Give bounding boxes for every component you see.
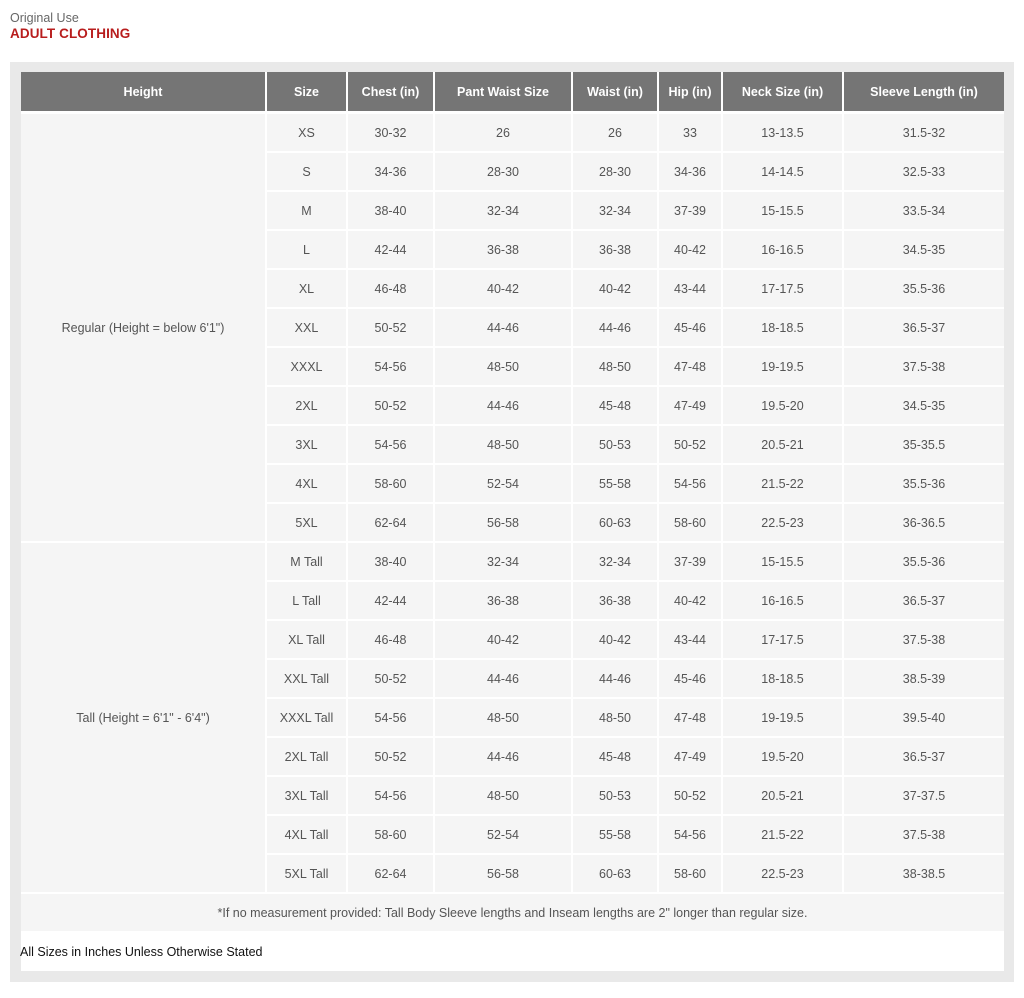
units-note: All Sizes in Inches Unless Otherwise Stated <box>20 945 263 959</box>
cell-size: XXL Tall <box>266 659 347 698</box>
cell-neck-size: 18-18.5 <box>722 659 843 698</box>
column-header-neck-size: Neck Size (in) <box>722 72 843 113</box>
cell-chest: 54-56 <box>347 776 434 815</box>
cell-pant-waist-size: 44-46 <box>434 737 572 776</box>
footer-row <box>21 932 1004 971</box>
height-group-label: Tall (Height = 6'1" - 6'4") <box>21 542 266 893</box>
cell-pant-waist-size: 48-50 <box>434 347 572 386</box>
cell-neck-size: 16-16.5 <box>722 230 843 269</box>
cell-size: 2XL <box>266 386 347 425</box>
cell-chest: 50-52 <box>347 308 434 347</box>
cell-sleeve-length: 33.5-34 <box>843 191 1004 230</box>
cell-chest: 62-64 <box>347 854 434 893</box>
cell-waist: 60-63 <box>572 854 658 893</box>
cell-hip: 47-48 <box>658 347 722 386</box>
table-header-row <box>21 72 1004 113</box>
cell-sleeve-length: 32.5-33 <box>843 152 1004 191</box>
column-header-size: Size <box>266 72 347 113</box>
cell-neck-size: 16-16.5 <box>722 581 843 620</box>
cell-waist: 40-42 <box>572 269 658 308</box>
cell-pant-waist-size: 52-54 <box>434 464 572 503</box>
cell-waist: 44-46 <box>572 659 658 698</box>
column-header-waist: Waist (in) <box>572 72 658 113</box>
cell-sleeve-length: 37.5-38 <box>843 620 1004 659</box>
note-row <box>21 893 1004 932</box>
cell-waist: 45-48 <box>572 737 658 776</box>
cell-neck-size: 18-18.5 <box>722 308 843 347</box>
cell-pant-waist-size: 44-46 <box>434 659 572 698</box>
cell-waist: 50-53 <box>572 425 658 464</box>
cell-neck-size: 20.5-21 <box>722 425 843 464</box>
cell-size: S <box>266 152 347 191</box>
cell-size: XL <box>266 269 347 308</box>
column-header-pant-waist-size: Pant Waist Size <box>434 72 572 113</box>
cell-sleeve-length: 37-37.5 <box>843 776 1004 815</box>
cell-chest: 30-32 <box>347 113 434 153</box>
cell-sleeve-length: 34.5-35 <box>843 386 1004 425</box>
cell-chest: 38-40 <box>347 191 434 230</box>
cell-chest: 42-44 <box>347 581 434 620</box>
cell-hip: 33 <box>658 113 722 153</box>
cell-waist: 48-50 <box>572 347 658 386</box>
cell-hip: 45-46 <box>658 308 722 347</box>
cell-chest: 54-56 <box>347 698 434 737</box>
cell-neck-size: 17-17.5 <box>722 620 843 659</box>
cell-size: M Tall <box>266 542 347 581</box>
cell-chest: 42-44 <box>347 230 434 269</box>
column-header-chest: Chest (in) <box>347 72 434 113</box>
column-header-sleeve-length: Sleeve Length (in) <box>843 72 1004 113</box>
cell-hip: 58-60 <box>658 854 722 893</box>
column-header-height: Height <box>21 72 266 113</box>
cell-chest: 46-48 <box>347 269 434 308</box>
cell-neck-size: 22.5-23 <box>722 503 843 542</box>
cell-hip: 45-46 <box>658 659 722 698</box>
cell-sleeve-length: 35-35.5 <box>843 425 1004 464</box>
cell-neck-size: 14-14.5 <box>722 152 843 191</box>
cell-neck-size: 19-19.5 <box>722 347 843 386</box>
cell-waist: 40-42 <box>572 620 658 659</box>
cell-waist: 32-34 <box>572 191 658 230</box>
cell-hip: 50-52 <box>658 425 722 464</box>
cell-neck-size: 21.5-22 <box>722 815 843 854</box>
cell-sleeve-length: 34.5-35 <box>843 230 1004 269</box>
cell-size: M <box>266 191 347 230</box>
cell-neck-size: 22.5-23 <box>722 854 843 893</box>
cell-hip: 37-39 <box>658 191 722 230</box>
cell-pant-waist-size: 36-38 <box>434 230 572 269</box>
cell-waist: 44-46 <box>572 308 658 347</box>
cell-size: XL Tall <box>266 620 347 659</box>
cell-sleeve-length: 36.5-37 <box>843 581 1004 620</box>
cell-waist: 60-63 <box>572 503 658 542</box>
cell-sleeve-length: 35.5-36 <box>843 542 1004 581</box>
table-row <box>21 113 1004 153</box>
cell-chest: 38-40 <box>347 542 434 581</box>
cell-waist: 28-30 <box>572 152 658 191</box>
cell-hip: 40-42 <box>658 581 722 620</box>
cell-chest: 58-60 <box>347 464 434 503</box>
cell-waist: 26 <box>572 113 658 153</box>
cell-size: 3XL <box>266 425 347 464</box>
cell-size: XXXL Tall <box>266 698 347 737</box>
cell-hip: 54-56 <box>658 464 722 503</box>
table-body <box>21 113 1004 972</box>
cell-sleeve-length: 35.5-36 <box>843 464 1004 503</box>
size-chart <box>21 72 1004 971</box>
cell-size: 5XL <box>266 503 347 542</box>
cell-size: 2XL Tall <box>266 737 347 776</box>
height-group-label: Regular (Height = below 6'1") <box>21 113 266 543</box>
cell-hip: 47-48 <box>658 698 722 737</box>
cell-size: 3XL Tall <box>266 776 347 815</box>
cell-pant-waist-size: 32-34 <box>434 542 572 581</box>
cell-pant-waist-size: 56-58 <box>434 503 572 542</box>
cell-pant-waist-size: 26 <box>434 113 572 153</box>
cell-pant-waist-size: 48-50 <box>434 698 572 737</box>
column-header-hip: Hip (in) <box>658 72 722 113</box>
cell-sleeve-length: 38-38.5 <box>843 854 1004 893</box>
cell-chest: 46-48 <box>347 620 434 659</box>
cell-sleeve-length: 36.5-37 <box>843 308 1004 347</box>
cell-pant-waist-size: 44-46 <box>434 386 572 425</box>
cell-size: 5XL Tall <box>266 854 347 893</box>
cell-pant-waist-size: 40-42 <box>434 620 572 659</box>
cell-sleeve-length: 31.5-32 <box>843 113 1004 153</box>
cell-waist: 36-38 <box>572 230 658 269</box>
cell-hip: 40-42 <box>658 230 722 269</box>
page-heading: ADULT CLOTHING <box>10 26 131 41</box>
cell-waist: 48-50 <box>572 698 658 737</box>
cell-waist: 45-48 <box>572 386 658 425</box>
cell-waist: 55-58 <box>572 464 658 503</box>
cell-size: 4XL Tall <box>266 815 347 854</box>
cell-pant-waist-size: 28-30 <box>434 152 572 191</box>
cell-hip: 50-52 <box>658 776 722 815</box>
cell-sleeve-length: 38.5-39 <box>843 659 1004 698</box>
cell-chest: 34-36 <box>347 152 434 191</box>
cell-waist: 55-58 <box>572 815 658 854</box>
cell-waist: 32-34 <box>572 542 658 581</box>
table-row <box>21 542 1004 581</box>
cell-pant-waist-size: 56-58 <box>434 854 572 893</box>
cell-size: L Tall <box>266 581 347 620</box>
cell-neck-size: 19-19.5 <box>722 698 843 737</box>
cell-sleeve-length: 36.5-37 <box>843 737 1004 776</box>
cell-hip: 43-44 <box>658 269 722 308</box>
cell-chest: 58-60 <box>347 815 434 854</box>
cell-neck-size: 17-17.5 <box>722 269 843 308</box>
cell-hip: 54-56 <box>658 815 722 854</box>
cell-hip: 58-60 <box>658 503 722 542</box>
footnote: *If no measurement provided: Tall Body Sleeve lengths and Inseam lengths are 2" longer than regular size. <box>21 893 1004 932</box>
cell-size: L <box>266 230 347 269</box>
cell-hip: 43-44 <box>658 620 722 659</box>
cell-size: 4XL <box>266 464 347 503</box>
cell-neck-size: 19.5-20 <box>722 737 843 776</box>
cell-waist: 36-38 <box>572 581 658 620</box>
cell-size: XXXL <box>266 347 347 386</box>
cell-sleeve-length: 39.5-40 <box>843 698 1004 737</box>
cell-neck-size: 21.5-22 <box>722 464 843 503</box>
cell-chest: 50-52 <box>347 386 434 425</box>
cell-chest: 54-56 <box>347 425 434 464</box>
cell-hip: 47-49 <box>658 386 722 425</box>
cell-pant-waist-size: 48-50 <box>434 776 572 815</box>
cell-sleeve-length: 37.5-38 <box>843 815 1004 854</box>
cell-sleeve-length: 35.5-36 <box>843 269 1004 308</box>
cell-chest: 54-56 <box>347 347 434 386</box>
cell-neck-size: 13-13.5 <box>722 113 843 153</box>
size-table <box>21 72 1004 971</box>
cell-pant-waist-size: 48-50 <box>434 425 572 464</box>
cell-chest: 50-52 <box>347 659 434 698</box>
footer-cell <box>21 932 1004 971</box>
cell-sleeve-length: 37.5-38 <box>843 347 1004 386</box>
cell-neck-size: 19.5-20 <box>722 386 843 425</box>
cell-pant-waist-size: 36-38 <box>434 581 572 620</box>
cell-chest: 50-52 <box>347 737 434 776</box>
cell-hip: 47-49 <box>658 737 722 776</box>
cell-pant-waist-size: 44-46 <box>434 308 572 347</box>
cell-hip: 37-39 <box>658 542 722 581</box>
cell-waist: 50-53 <box>572 776 658 815</box>
cell-neck-size: 20.5-21 <box>722 776 843 815</box>
cell-size: XS <box>266 113 347 153</box>
cell-hip: 34-36 <box>658 152 722 191</box>
cell-pant-waist-size: 40-42 <box>434 269 572 308</box>
cell-neck-size: 15-15.5 <box>722 191 843 230</box>
cell-neck-size: 15-15.5 <box>722 542 843 581</box>
cell-sleeve-length: 36-36.5 <box>843 503 1004 542</box>
cell-chest: 62-64 <box>347 503 434 542</box>
brand-name: Original Use <box>10 11 79 25</box>
cell-size: XXL <box>266 308 347 347</box>
cell-pant-waist-size: 32-34 <box>434 191 572 230</box>
cell-pant-waist-size: 52-54 <box>434 815 572 854</box>
